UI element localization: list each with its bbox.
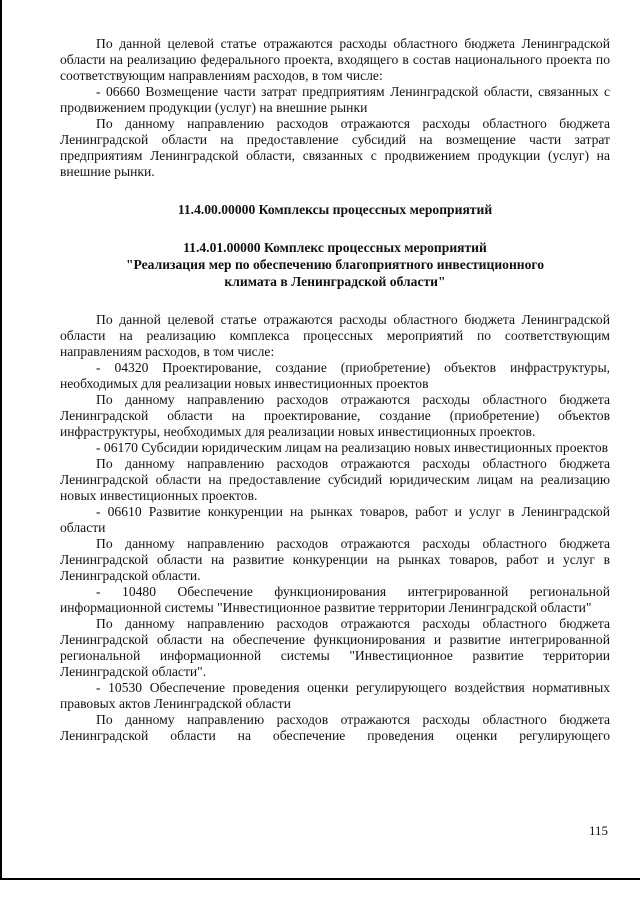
expense-item-06610: - 06610 Развитие конкуренции на рынках товаров, работ и услуг в Ленинградской области: [60, 504, 610, 535]
scan-left-edge: [0, 0, 2, 880]
paragraph: По данной целевой статье отражаются расходы областного бюджета Ленинградской области на реализацию федерального проекта, входящего в состав национального проекта по соответствующим направлениям расходов, в том числе:: [60, 36, 610, 83]
paragraph: По данному направлению расходов отражаются расходы областного бюджета Ленинградской области на развитие конкуренции на рынках товаров, работ и услуг в Ленинградской области.: [60, 536, 610, 583]
paragraph: По данному направлению расходов отражаются расходы областного бюджета Ленинградской области на проектирование, создание (приобретение) объектов инфраструктуры, необходимых для реализации новых инвестиционных проектов.: [60, 392, 610, 439]
scan-bottom-border: [0, 878, 640, 880]
expense-item-06170: - 06170 Субсидии юридическим лицам на реализацию новых инвестиционных проектов: [96, 440, 609, 455]
subsection-heading-line: "Реализация мер по обеспечению благоприятного инвестиционного: [125, 257, 545, 272]
expense-item-04320: - 04320 Проектирование, создание (приобретение) объектов инфраструктуры, необходимых для реализации новых инвестиционных проектов: [60, 360, 610, 391]
subsection-heading: [60, 239, 610, 290]
expense-item-10530: - 10530 Обеспечение проведения оценки регулирующего воздействия нормативных правовых актов Ленинградской области: [60, 680, 610, 711]
expense-item-10480: - 10480 Обеспечение функционирования интегрированной региональной информационной системы "Инвестиционное развитие территории Ленинградской области": [60, 584, 610, 615]
subsection-heading-line: климата в Ленинградской области": [224, 274, 446, 289]
paragraph: По данному направлению расходов отражаются расходы областного бюджета Ленинградской области на предоставление субсидий на возмещение части затрат предприятиям Ленинградской области, связанных с продвижением продукции (услуг) на внешние рынки.: [60, 116, 610, 179]
document-body: [60, 36, 610, 744]
paragraph: По данному направлению расходов отражаются расходы областного бюджета Ленинградской области на обеспечение функционирования и развитие интегрированной региональной информационной системы "Инвестиционное развитие территории Ленинградской области".: [60, 616, 610, 679]
subsection-heading-line: 11.4.01.00000 Комплекс процессных мероприятий: [183, 240, 487, 255]
paragraph: По данному направлению расходов отражаются расходы областного бюджета Ленинградской области на предоставление субсидий юридическим лицам на реализацию новых инвестиционных проектов.: [60, 456, 610, 503]
expense-item-06660: - 06660 Возмещение части затрат предприятиям Ленинградской области, связанных с продвижением продукции (услуг) на внешние рынки: [60, 84, 610, 115]
page-number: 115: [588, 823, 608, 838]
paragraph: По данной целевой статье отражаются расходы областного бюджета Ленинградской области на реализацию комплекса процессных мероприятий по соответствующим направлениям расходов, в том числе:: [60, 312, 610, 359]
paragraph: По данному направлению расходов отражаются расходы областного бюджета Ленинградской области на обеспечение проведения оценки регулирующего: [60, 712, 610, 743]
section-heading: 11.4.00.00000 Комплексы процессных мероприятий: [177, 202, 493, 217]
